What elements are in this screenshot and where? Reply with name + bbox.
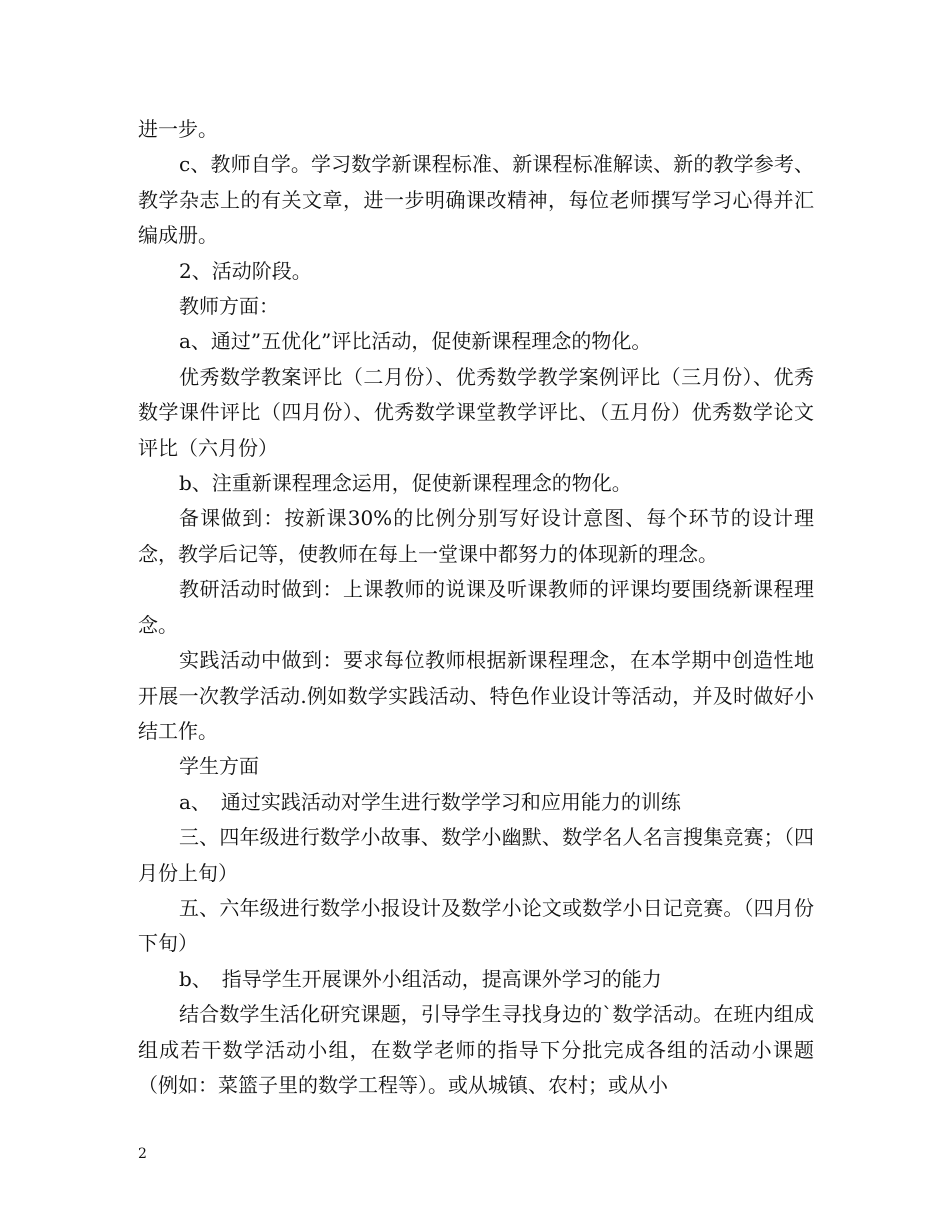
paragraph-13: 三、四年级进行数学小故事、数学小幽默、数学名人名言搜集竞赛；（四月份上旬） xyxy=(138,825,814,885)
paragraph-2: c、教师自学。学习数学新课程标准、新课程标准解读、新的教学参考、教学杂志上的有关文章，进一步明确课改精神，每位老师撰写学习心得并汇编成册。 xyxy=(138,152,814,248)
page-number: 2 xyxy=(138,1146,147,1162)
paragraph-16: 结合数学生活化研究课题，引导学生寻找身边的`数学活动。在班内组成组成若干数学活动小组，在数学老师的指导下分批完成各组的活动小课题（例如：菜篮子里的数学工程等）。或从城镇、农村；或从小 xyxy=(138,1002,814,1097)
paragraph-4: 教师方面： xyxy=(179,294,279,319)
paragraph-6: 优秀数学教案评比（二月份）、优秀数学教学案例评比（三月份）、优秀数学课件评比（四月份）、优秀数学课堂教学评比、（五月份）优秀数学论文评比（六月份） xyxy=(138,364,814,460)
paragraph-12: a、 通过实践活动对学生进行数学学习和应用能力的训练 xyxy=(179,789,681,814)
paragraph-11: 学生方面 xyxy=(179,754,259,779)
document-body xyxy=(138,112,814,1103)
paragraph-10: 实践活动中做到：要求每位教师根据新课程理念，在本学期中创造性地开展一次教学活动.例如数学实践活动、特色作业设计等活动，并及时做好小结工作。 xyxy=(138,648,814,743)
paragraph-8: 备课做到：按新课30%的比例分别写好设计意图、每个环节的设计理念，教学后记等，使教师在每上一堂课中都努力的体现新的理念。 xyxy=(138,506,814,566)
paragraph-9: 教研活动时做到：上课教师的说课及听课教师的评课均要围绕新课程理念。 xyxy=(138,577,814,637)
paragraph-5: a、通过”五优化”评比活动，促使新课程理念的物化。 xyxy=(179,329,652,354)
paragraph-14: 五、六年级进行数学小报设计及数学小论文或数学小日记竞赛。（四月份下旬） xyxy=(138,895,814,956)
paragraph-1: 进一步。 xyxy=(138,117,218,141)
paragraph-3: 2、活动阶段。 xyxy=(179,258,312,283)
paragraph-15: b、 指导学生开展课外小组活动，提高课外学习的能力 xyxy=(179,966,662,991)
paragraph-7: b、注重新课程理念运用，促使新课程理念的物化。 xyxy=(179,471,632,496)
